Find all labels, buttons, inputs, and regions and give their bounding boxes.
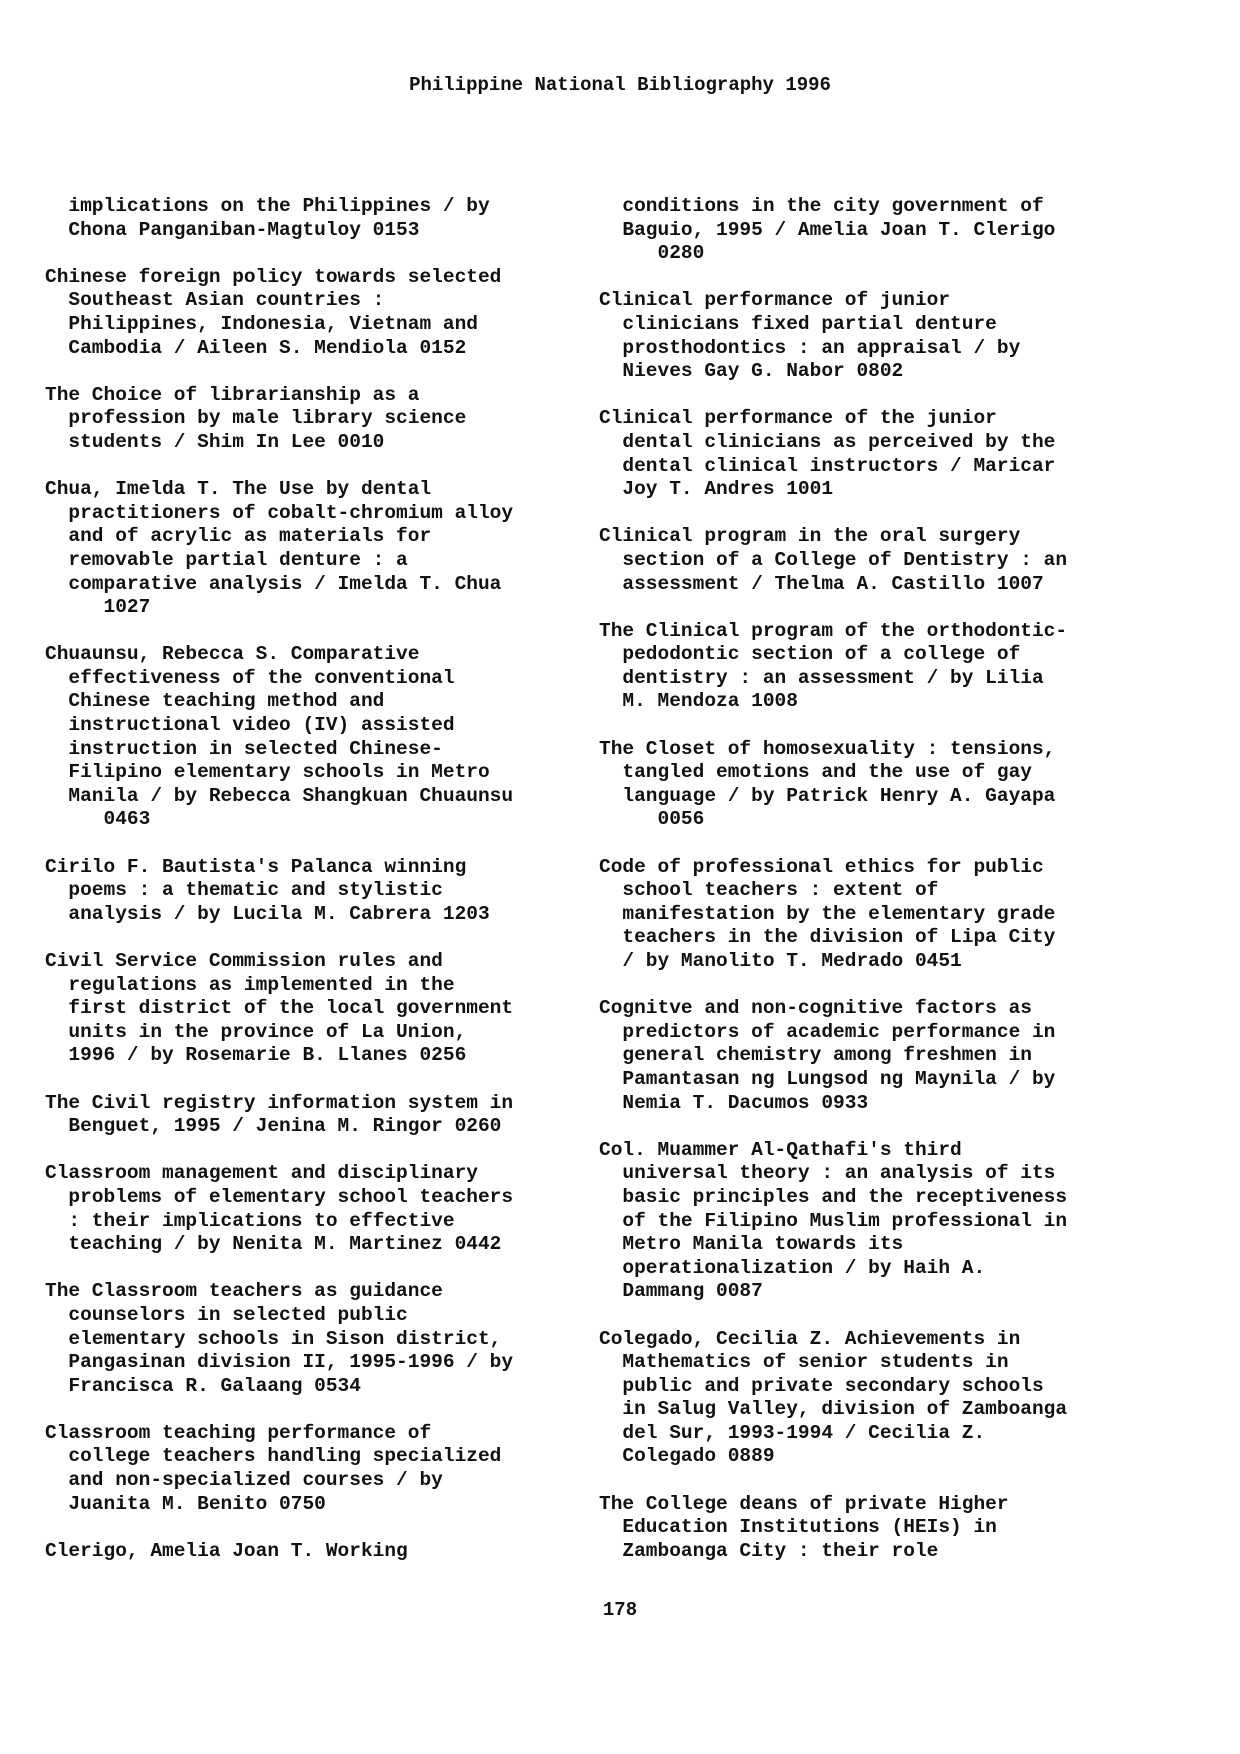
bibliography-entry: conditions in the city government of Baguio, 1995 / Amelia Joan T. Clerigo 0280: [622, 195, 1056, 265]
bibliography-entry: Chuaunsu, Rebecca S. Comparative effectiveness of the conventional Chinese teaching method and instructional video (IV) assisted instruction in selected Chinese- Filipino elementary schools in Metro Manila / by Rebecca Shangkuan Chuaunsu 0463: [45, 643, 514, 831]
bibliography-entry: Chinese foreign policy towards selected Southeast Asian countries : Philippines, Indonesia, Vietnam and Cambodia / Aileen S. Mendiola 0152: [45, 265, 502, 359]
bibliography-entry: implications on the Philippines / by Chona Panganiban-Magtuloy 0153: [68, 195, 490, 241]
bibliography-entry: The College deans of private Higher Education Institutions (HEIs) in Zamboanga City : their role: [599, 1492, 1009, 1562]
bibliography-entry: The Civil registry information system in Benguet, 1995 / Jenina M. Ringor 0260: [45, 1091, 514, 1138]
bibliography-entry: Col. Muammer Al-Qathafi's third universal theory : an analysis of its basic principles and the receptiveness of the Filipino Muslim professional in Metro Manila towards its operationalization / by Haih A. Dammang 0087: [599, 1138, 1068, 1303]
bibliography-entry: Clinical program in the oral surgery section of a College of Dentistry : an assessment / Thelma A. Castillo 1007: [599, 525, 1068, 595]
bibliography-entry: Clerigo, Amelia Joan T. Working: [45, 1539, 408, 1562]
bibliography-entry: Clinical performance of junior clinicians fixed partial denture prosthodontics : an appraisal / by Nieves Gay G. Nabor 0802: [599, 289, 1021, 383]
bibliography-entry: The Closet of homosexuality : tensions, tangled emotions and the use of gay language / by Patrick Henry A. Gayapa 0056: [599, 737, 1056, 831]
bibliography-entry: The Classroom teachers as guidance counselors in selected public elementary schools in Sison district, Pangasinan division II, 1995-1996 / by Francisca R. Galaang 0534: [45, 1280, 514, 1397]
page-number: 178: [602, 1599, 638, 1621]
bibliography-entry: Classroom management and disciplinary problems of elementary school teachers : their implications to effective teaching / by Nenita M. Martinez 0442: [45, 1162, 514, 1256]
bibliography-entry: Cognitve and non-cognitive factors as predictors of academic performance in general chemistry among freshmen in Pamantasan ng Lungsod ng Maynila / by Nemia T. Dacumos 0933: [599, 997, 1056, 1114]
bibliography-entry: Classroom teaching performance of college teachers handling specialized and non-specialized courses / by Juanita M. Benito 0750: [45, 1421, 502, 1515]
bibliography-entry: The Clinical program of the orthodontic- pedodontic section of a college of dentistry : an assessment / by Lilia M. Mendoza 1008: [599, 619, 1068, 713]
bibliography-entry: Code of professional ethics for public school teachers : extent of manifestation by the elementary grade teachers in the division of Lipa City / by Manolito T. Medrado 0451: [599, 855, 1056, 972]
bibliography-entry: The Choice of librarianship as a profession by male library science students / Shim In Lee 0010: [45, 383, 467, 453]
running-head: Philippine National Bibliography 1996: [409, 74, 831, 96]
left-column: [45, 195, 565, 1587]
right-column: [599, 195, 1119, 1587]
bibliography-entry: Clinical performance of the junior dental clinicians as perceived by the dental clinical instructors / Maricar Joy T. Andres 1001: [599, 407, 1056, 501]
bibliography-entry: Cirilo F. Bautista's Palanca winning poems : a thematic and stylistic analysis / by Lucila M. Cabrera 1203: [45, 855, 490, 925]
bibliography-entry: Chua, Imelda T. The Use by dental practitioners of cobalt-chromium alloy and of acrylic as materials for removable partial denture : a comparative analysis / Imelda T. Chua 1027: [45, 478, 514, 619]
bibliography-entry: Civil Service Commission rules and regulations as implemented in the first district of the local government units in the province of La Union, 1996 / by Rosemarie B. Llanes 0256: [45, 950, 514, 1067]
bibliography-entry: Colegado, Cecilia Z. Achievements in Mathematics of senior students in public and private secondary schools in Salug Valley, division of Zamboanga del Sur, 1993-1994 / Cecilia Z. Colegado 0889: [599, 1327, 1068, 1468]
